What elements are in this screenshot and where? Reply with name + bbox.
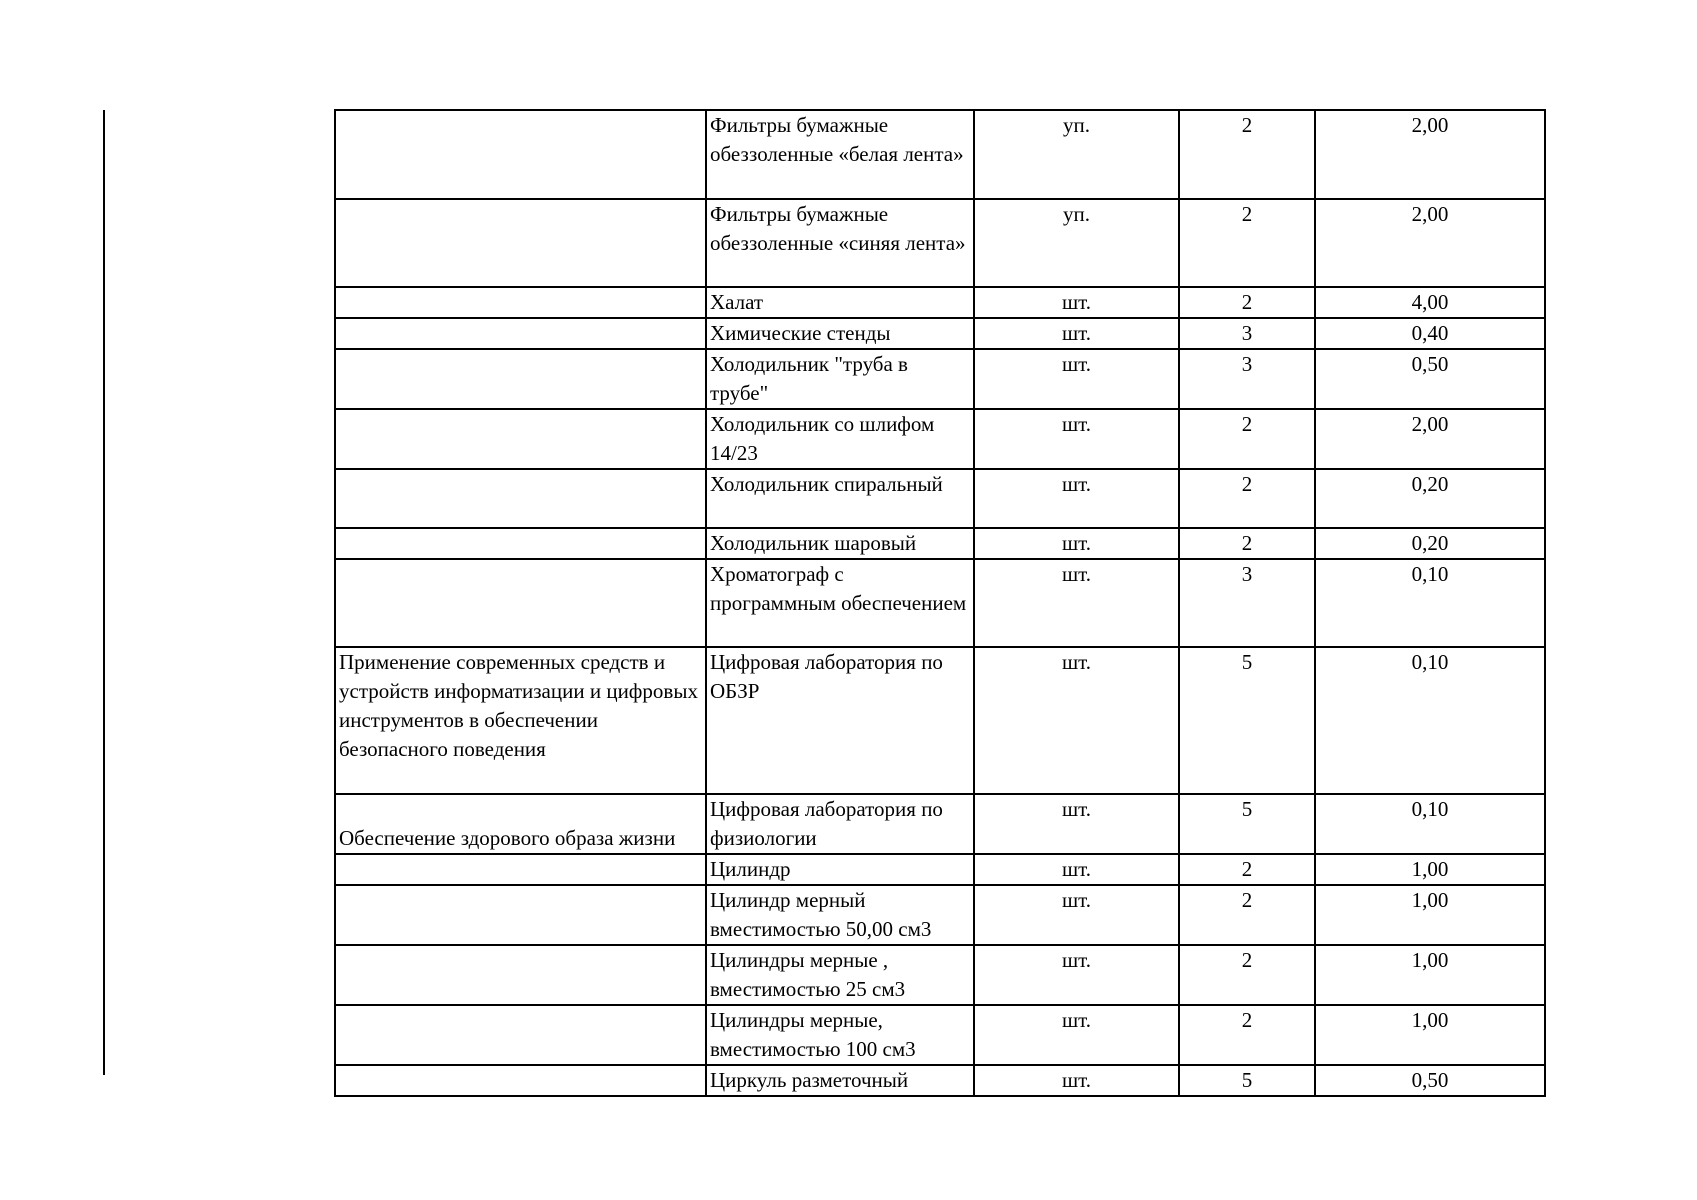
unit-cell: шт. (974, 647, 1179, 794)
quantity-cell: 5 (1179, 794, 1315, 854)
item-name-cell: Цифровая лаборатория по ОБЗР (706, 647, 974, 794)
table-row (335, 647, 1545, 794)
activity-area-cell (335, 528, 706, 559)
item-name-cell: Халат (706, 287, 974, 318)
unit-cell: шт. (974, 945, 1179, 1005)
unit-cell: шт. (974, 318, 1179, 349)
activity-area-cell (335, 199, 706, 287)
unit-cell: шт. (974, 794, 1179, 854)
table-row (335, 110, 1545, 199)
unit-cell: уп. (974, 110, 1179, 199)
table-row (335, 854, 1545, 885)
unit-cell: шт. (974, 469, 1179, 528)
activity-area-cell (335, 559, 706, 647)
item-name-cell: Холодильник спиральный (706, 469, 974, 528)
item-name-cell: Холодильник со шлифом 14/23 (706, 409, 974, 469)
quantity-cell: 2 (1179, 854, 1315, 885)
activity-area-cell (335, 1005, 706, 1065)
page-margin-rule (103, 110, 105, 1075)
unit-cell: шт. (974, 1065, 1179, 1096)
activity-area-cell (335, 854, 706, 885)
unit-cell: шт. (974, 349, 1179, 409)
item-name-cell: Цилиндр мерный вместимостью 50,00 см3 (706, 885, 974, 945)
activity-area-cell: Обеспечение здорового образа жизни (335, 794, 706, 854)
norm-cell: 1,00 (1315, 945, 1545, 1005)
table-row (335, 318, 1545, 349)
item-name-cell: Холодильник шаровый (706, 528, 974, 559)
norm-cell: 0,50 (1315, 349, 1545, 409)
table-row (335, 469, 1545, 528)
item-name-cell: Цилиндры мерные , вместимостью 25 см3 (706, 945, 974, 1005)
unit-cell: шт. (974, 559, 1179, 647)
table-row (335, 559, 1545, 647)
norm-cell: 0,10 (1315, 559, 1545, 647)
activity-area-cell (335, 110, 706, 199)
table-row (335, 287, 1545, 318)
quantity-cell: 5 (1179, 1065, 1315, 1096)
quantity-cell: 2 (1179, 885, 1315, 945)
unit-cell: шт. (974, 1005, 1179, 1065)
activity-area-cell (335, 945, 706, 1005)
table-row (335, 885, 1545, 945)
norm-cell: 1,00 (1315, 1005, 1545, 1065)
item-name-cell: Цилиндр (706, 854, 974, 885)
equipment-table (334, 109, 1546, 1097)
quantity-cell: 2 (1179, 945, 1315, 1005)
activity-area-cell (335, 1065, 706, 1096)
item-name-cell: Химические стенды (706, 318, 974, 349)
norm-cell: 2,00 (1315, 409, 1545, 469)
norm-cell: 0,50 (1315, 1065, 1545, 1096)
quantity-cell: 3 (1179, 559, 1315, 647)
item-name-cell: Цифровая лаборатория по физиологии (706, 794, 974, 854)
table-row (335, 945, 1545, 1005)
activity-area-cell: Применение современных средств и устройств информатизации и цифровых инструментов в обеспечении безопасного поведения (335, 647, 706, 794)
item-name-cell: Хроматограф с программным обеспечением (706, 559, 974, 647)
activity-area-cell (335, 885, 706, 945)
norm-cell: 2,00 (1315, 110, 1545, 199)
item-name-cell: Циркуль разметочный (706, 1065, 974, 1096)
table-row (335, 199, 1545, 287)
activity-area-cell (335, 349, 706, 409)
table-row (335, 349, 1545, 409)
norm-cell: 4,00 (1315, 287, 1545, 318)
activity-area-cell (335, 469, 706, 528)
equipment-table-body (335, 110, 1545, 1096)
unit-cell: шт. (974, 287, 1179, 318)
table-row (335, 528, 1545, 559)
norm-cell: 0,10 (1315, 647, 1545, 794)
quantity-cell: 5 (1179, 647, 1315, 794)
table-row (335, 1065, 1545, 1096)
quantity-cell: 2 (1179, 110, 1315, 199)
item-name-cell: Фильтры бумажные обеззоленные «синяя лента» (706, 199, 974, 287)
unit-cell: шт. (974, 409, 1179, 469)
unit-cell: шт. (974, 854, 1179, 885)
item-name-cell: Фильтры бумажные обеззоленные «белая лента» (706, 110, 974, 199)
table-row (335, 1005, 1545, 1065)
norm-cell: 0,20 (1315, 528, 1545, 559)
norm-cell: 2,00 (1315, 199, 1545, 287)
activity-area-cell (335, 287, 706, 318)
item-name-cell: Цилиндры мерные, вместимостью 100 см3 (706, 1005, 974, 1065)
norm-cell: 1,00 (1315, 885, 1545, 945)
unit-cell: шт. (974, 528, 1179, 559)
activity-area-cell (335, 318, 706, 349)
table-row (335, 409, 1545, 469)
norm-cell: 1,00 (1315, 854, 1545, 885)
quantity-cell: 3 (1179, 349, 1315, 409)
norm-cell: 0,40 (1315, 318, 1545, 349)
norm-cell: 0,10 (1315, 794, 1545, 854)
quantity-cell: 3 (1179, 318, 1315, 349)
table-row (335, 794, 1545, 854)
quantity-cell: 2 (1179, 287, 1315, 318)
quantity-cell: 2 (1179, 528, 1315, 559)
unit-cell: шт. (974, 885, 1179, 945)
norm-cell: 0,20 (1315, 469, 1545, 528)
item-name-cell: Холодильник "труба в трубе" (706, 349, 974, 409)
activity-area-cell (335, 409, 706, 469)
quantity-cell: 2 (1179, 409, 1315, 469)
quantity-cell: 2 (1179, 199, 1315, 287)
quantity-cell: 2 (1179, 1005, 1315, 1065)
quantity-cell: 2 (1179, 469, 1315, 528)
unit-cell: уп. (974, 199, 1179, 287)
